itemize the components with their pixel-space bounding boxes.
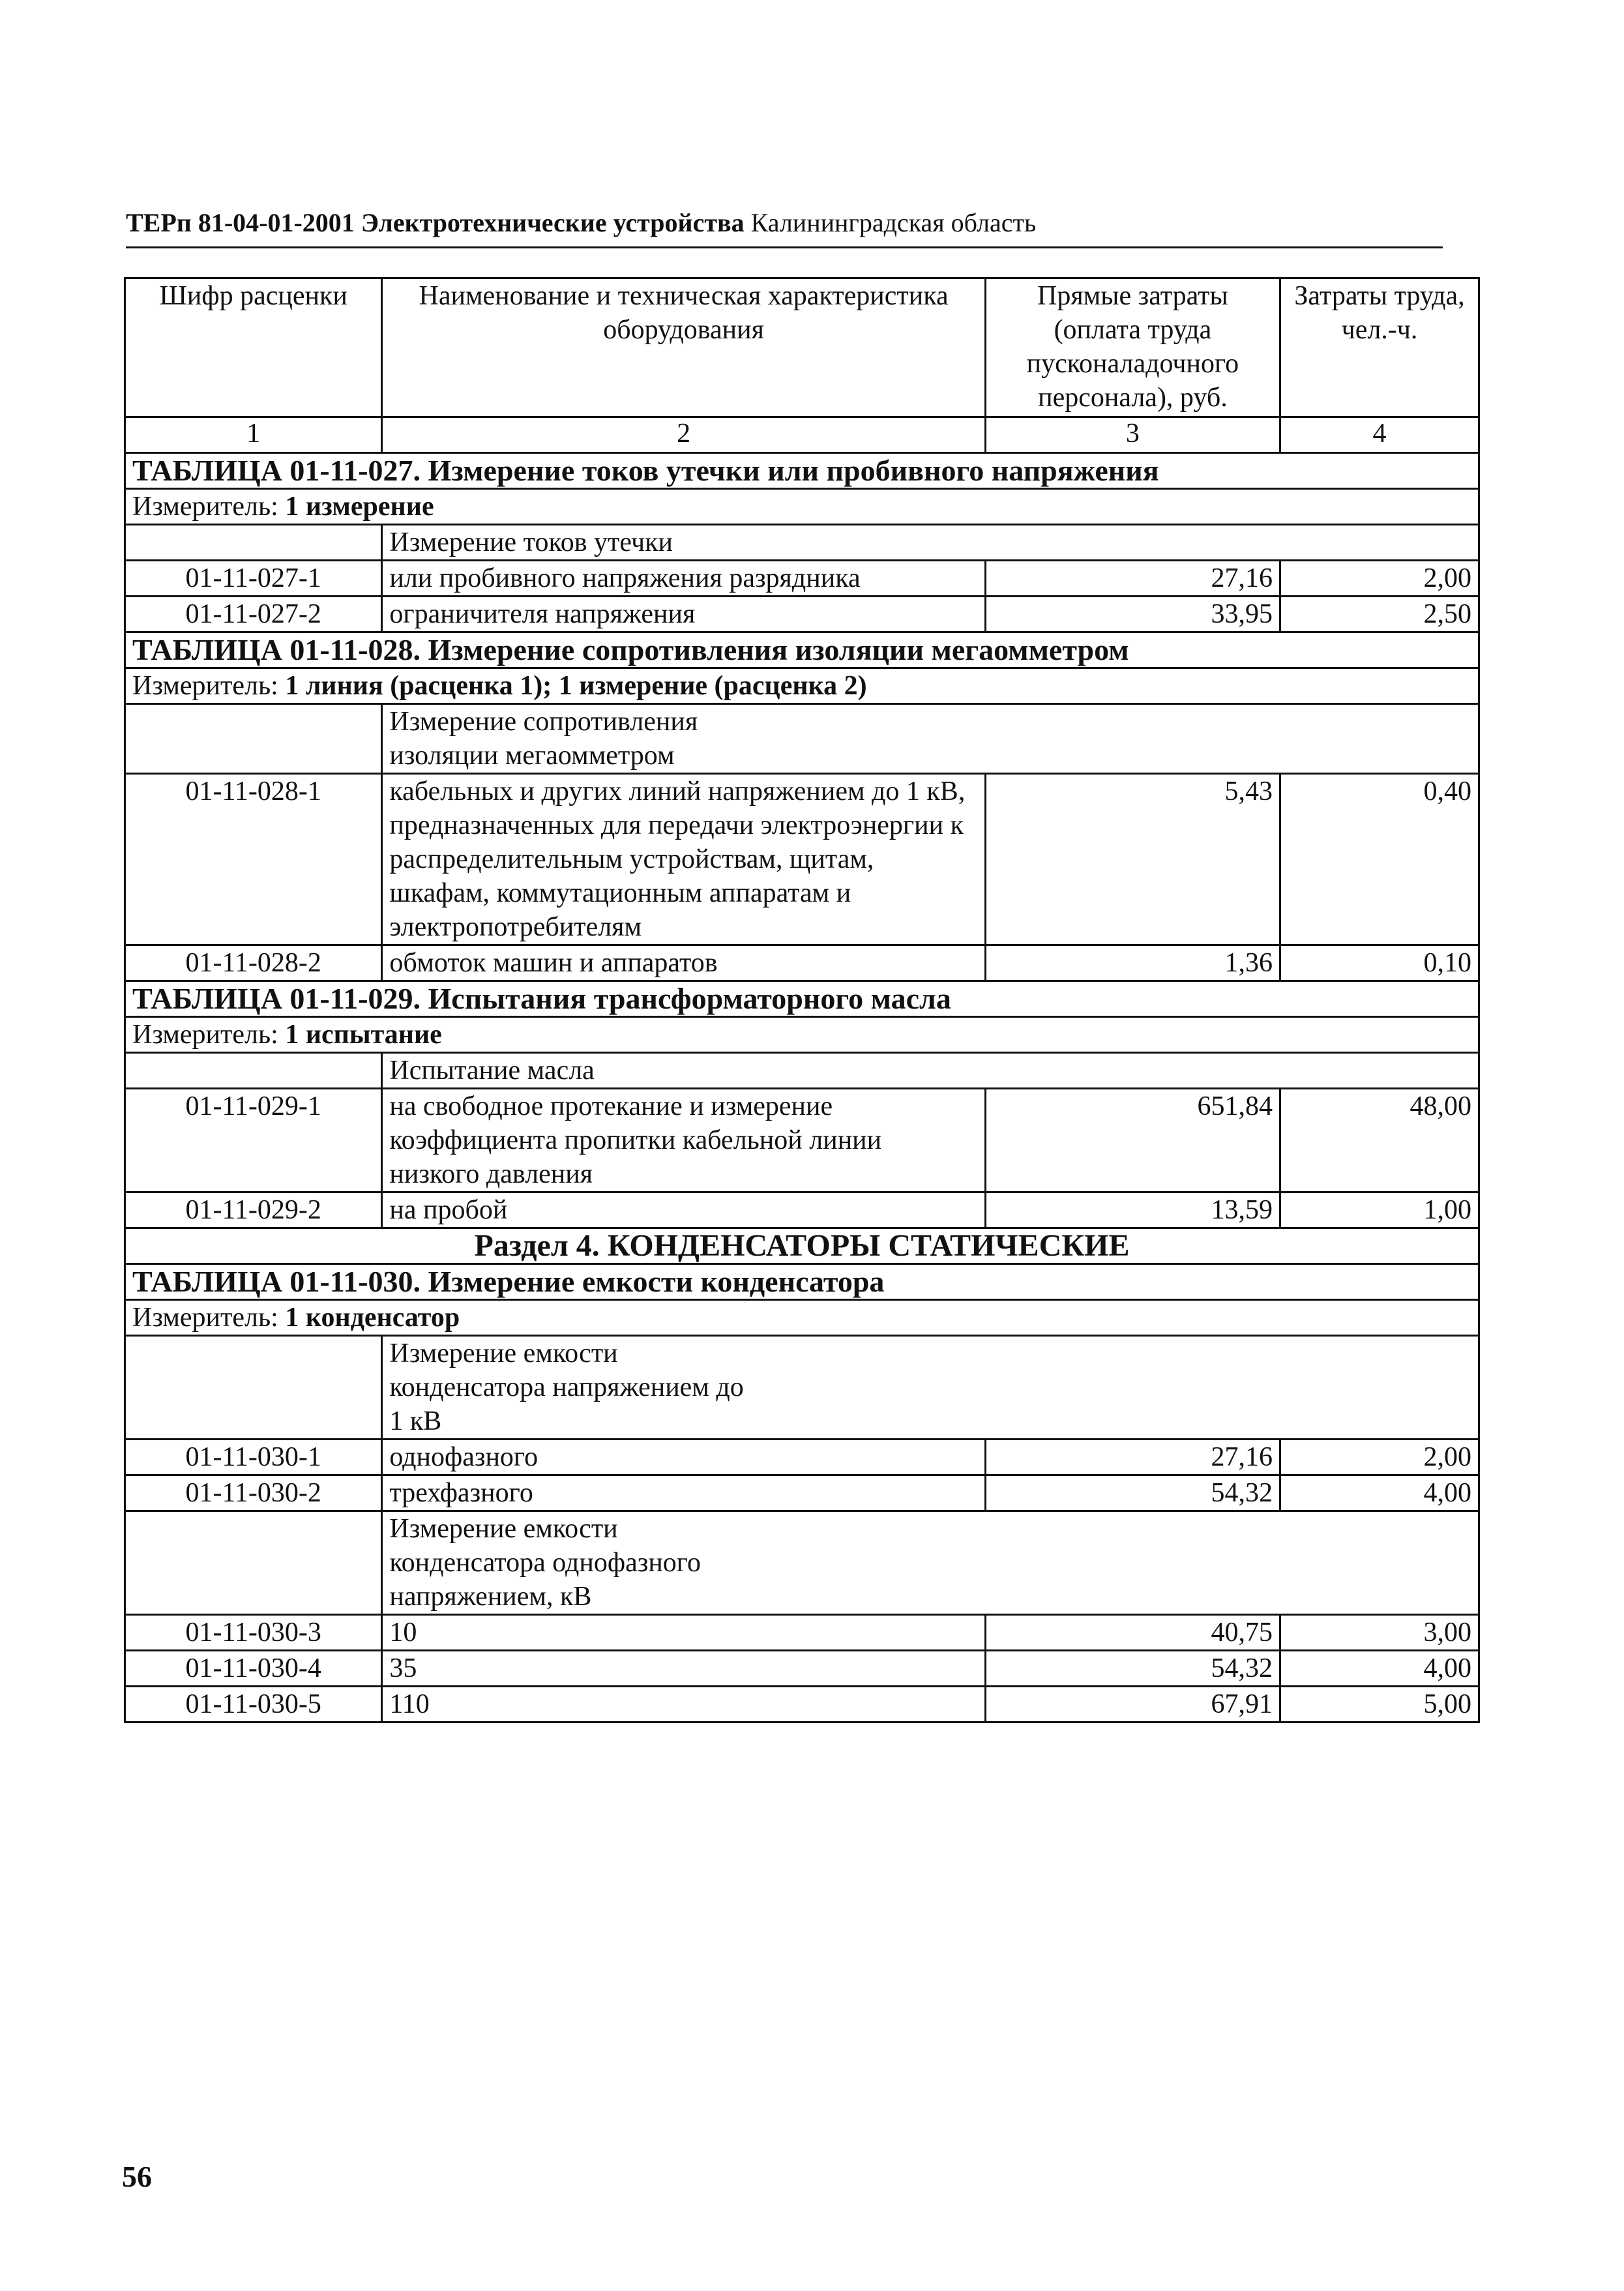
- rate-name: кабельных и других линий напряжением до 1 кВ, предназначенных для передачи электроэнергии к распределительным устройствам, щитам, шкафам, коммутационным аппаратам и электропотребителям: [382, 774, 985, 945]
- meter-value: 1 конденсатор: [285, 1303, 460, 1333]
- meter-row: [125, 1017, 1479, 1053]
- meter-cell: [125, 1017, 1479, 1053]
- col-header-labor: Затраты труда, чел.-ч.: [1280, 278, 1479, 417]
- rate-cost: 54,32: [985, 1475, 1280, 1511]
- rate-cost: 27,16: [985, 1440, 1280, 1475]
- column-number-row: [125, 417, 1479, 453]
- meter-cell: [125, 668, 1479, 704]
- col-number: 2: [382, 417, 985, 453]
- rate-code: 01-11-030-5: [125, 1687, 382, 1722]
- rate-name: 35: [382, 1651, 985, 1687]
- group-row: [125, 704, 1479, 774]
- meter-cell: [125, 1300, 1479, 1336]
- group-row: [125, 1511, 1479, 1615]
- group-cell: [382, 1053, 1479, 1089]
- meter-cell: [125, 489, 1479, 525]
- group-label: Испытание масла: [389, 1056, 595, 1086]
- rates-table: [124, 277, 1480, 1723]
- meter-row: [125, 668, 1479, 704]
- rate-cost: 54,32: [985, 1651, 1280, 1687]
- doc-title: Электротехнические устройства: [361, 208, 745, 237]
- table-title: ТАБЛИЦА 01-11-029. Испытания трансформаторного масла: [125, 981, 1479, 1017]
- table-title: ТАБЛИЦА 01-11-027. Измерение токов утечки или пробивного напряжения: [125, 453, 1479, 489]
- rate-labor: 1,00: [1280, 1192, 1479, 1228]
- section-row: [125, 1228, 1479, 1264]
- group-row: [125, 1053, 1479, 1089]
- table-row: [125, 945, 1479, 981]
- group-empty-cell: [125, 1336, 382, 1440]
- rate-labor: 2,00: [1280, 1440, 1479, 1475]
- section-title: Раздел 4. КОНДЕНСАТОРЫ СТАТИЧЕСКИЕ: [125, 1228, 1479, 1264]
- running-header: [126, 207, 1443, 238]
- rate-cost: 40,75: [985, 1615, 1280, 1651]
- rate-name: ограничителя напряжения: [382, 597, 985, 632]
- col-header-cost: Прямые затраты (оплата труда пусконаладочного персонала), руб.: [985, 278, 1280, 417]
- group-empty-cell: [125, 1511, 382, 1615]
- rate-labor: 3,00: [1280, 1615, 1479, 1651]
- table-title-row: [125, 1264, 1479, 1300]
- table-title: ТАБЛИЦА 01-11-030. Измерение емкости конденсатора: [125, 1264, 1479, 1300]
- table-row: [125, 1687, 1479, 1722]
- table-row: [125, 561, 1479, 597]
- rate-code: 01-11-029-2: [125, 1192, 382, 1228]
- rate-labor: 0,40: [1280, 774, 1479, 945]
- rate-code: 01-11-030-3: [125, 1615, 382, 1651]
- table-title-row: [125, 981, 1479, 1017]
- group-row: [125, 525, 1479, 561]
- rate-code: 01-11-030-1: [125, 1440, 382, 1475]
- table-row: [125, 1440, 1479, 1475]
- rate-name: трехфазного: [382, 1475, 985, 1511]
- col-number: 4: [1280, 417, 1479, 453]
- group-cell: [382, 1336, 1479, 1440]
- col-number: 3: [985, 417, 1280, 453]
- table-title-row: [125, 632, 1479, 668]
- meter-label: Измеритель:: [132, 1303, 278, 1333]
- rate-code: 01-11-028-2: [125, 945, 382, 981]
- table-row: [125, 1651, 1479, 1687]
- rate-name: 110: [382, 1687, 985, 1722]
- rate-name: обмоток машин и аппаратов: [382, 945, 985, 981]
- table-row: [125, 1192, 1479, 1228]
- meter-row: [125, 489, 1479, 525]
- table-row: [125, 774, 1479, 945]
- group-empty-cell: [125, 525, 382, 561]
- group-label: Измерение сопротивления изоляции мегаомметром: [389, 707, 698, 771]
- rate-labor: 4,00: [1280, 1651, 1479, 1687]
- rate-code: 01-11-027-2: [125, 597, 382, 632]
- rate-labor: 4,00: [1280, 1475, 1479, 1511]
- rate-code: 01-11-029-1: [125, 1089, 382, 1192]
- col-header-name: Наименование и техническая характеристика оборудования: [382, 278, 985, 417]
- meter-label: Измеритель:: [132, 492, 278, 522]
- rate-cost: 1,36: [985, 945, 1280, 981]
- meter-label: Измеритель:: [132, 1020, 278, 1050]
- group-empty-cell: [125, 1053, 382, 1089]
- rate-cost: 27,16: [985, 561, 1280, 597]
- meter-value: 1 измерение: [285, 492, 434, 522]
- rate-labor: 5,00: [1280, 1687, 1479, 1722]
- col-number: 1: [125, 417, 382, 453]
- rate-labor: 48,00: [1280, 1089, 1479, 1192]
- rate-code: 01-11-028-1: [125, 774, 382, 945]
- rate-code: 01-11-027-1: [125, 561, 382, 597]
- rate-labor: 2,00: [1280, 561, 1479, 597]
- table-row: [125, 1475, 1479, 1511]
- meter-label: Измеритель:: [132, 671, 278, 701]
- meter-value: 1 испытание: [285, 1020, 442, 1050]
- table-title-row: [125, 453, 1479, 489]
- group-empty-cell: [125, 704, 382, 774]
- group-row: [125, 1336, 1479, 1440]
- meter-row: [125, 1300, 1479, 1336]
- col-header-code: Шифр расценки: [125, 278, 382, 417]
- rate-name: или пробивного напряжения разрядника: [382, 561, 985, 597]
- rate-labor: 2,50: [1280, 597, 1479, 632]
- table-title: ТАБЛИЦА 01-11-028. Измерение сопротивления изоляции мегаомметром: [125, 632, 1479, 668]
- group-cell: [382, 704, 1479, 774]
- group-label: Измерение токов утечки: [389, 527, 673, 557]
- rate-name: 10: [382, 1615, 985, 1651]
- rate-cost: 13,59: [985, 1192, 1280, 1228]
- rate-cost: 67,91: [985, 1687, 1280, 1722]
- table-row: [125, 1615, 1479, 1651]
- table-row: [125, 597, 1479, 632]
- group-label: Измерение емкости конденсатора напряжением до 1 кВ: [389, 1338, 744, 1436]
- rate-name: на пробой: [382, 1192, 985, 1228]
- header-rule: [126, 246, 1443, 248]
- rate-labor: 0,10: [1280, 945, 1479, 981]
- rate-code: 01-11-030-2: [125, 1475, 382, 1511]
- rate-cost: 651,84: [985, 1089, 1280, 1192]
- table-row: [125, 1089, 1479, 1192]
- rate-name: однофазного: [382, 1440, 985, 1475]
- meter-value: 1 линия (расценка 1); 1 измерение (расценка 2): [285, 671, 867, 701]
- rate-code: 01-11-030-4: [125, 1651, 382, 1687]
- group-label: Измерение емкости конденсатора однофазного напряжением, кВ: [389, 1514, 701, 1612]
- rate-cost: 33,95: [985, 597, 1280, 632]
- group-cell: [382, 525, 1479, 561]
- doc-code: ТЕРп 81-04-01-2001: [126, 208, 355, 237]
- rate-name: на свободное протекание и измерение коэффициента пропитки кабельной линии низкого давления: [382, 1089, 985, 1192]
- group-cell: [382, 1511, 1479, 1615]
- page-number: 56: [122, 2160, 152, 2193]
- column-header-row: [125, 278, 1479, 417]
- rate-cost: 5,43: [985, 774, 1280, 945]
- doc-region: Калининградская область: [750, 208, 1037, 237]
